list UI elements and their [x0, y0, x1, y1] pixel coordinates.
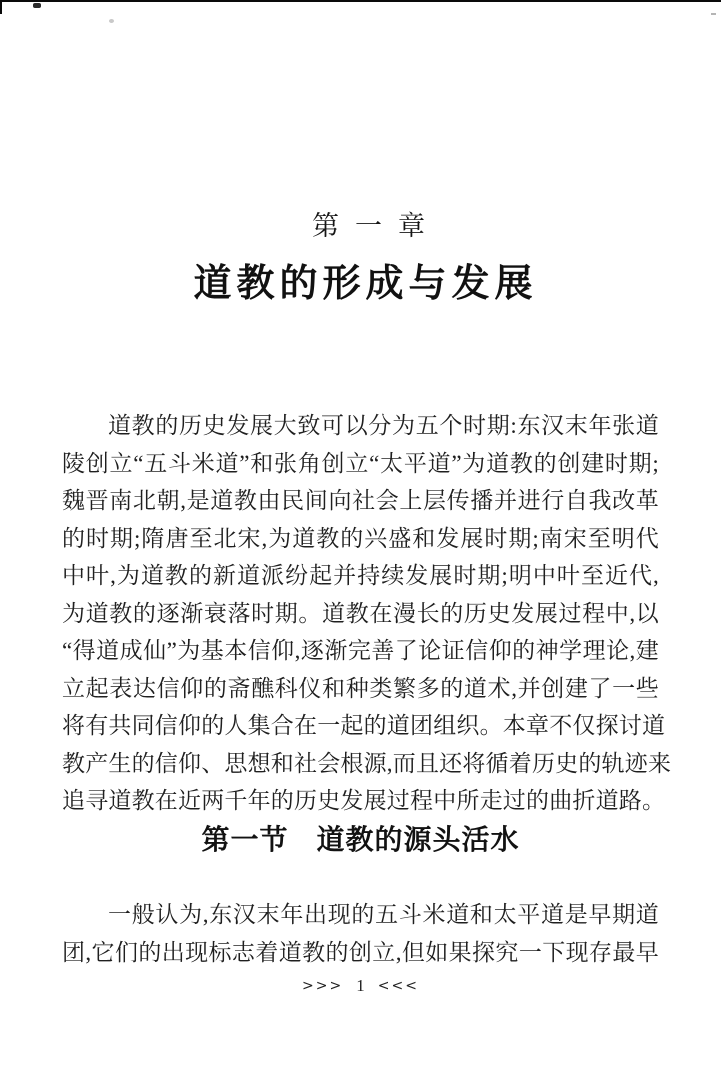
scan-speck-artifact — [109, 19, 114, 23]
section-number: 第一节 — [201, 824, 289, 855]
text-line: 教产生的信仰、思想和社会根源,而且还将循着历史的轨迹来 — [62, 750, 672, 776]
text-line: 中叶,为道教的新道派纷起并持续发展时期;明中叶至近代, — [62, 563, 659, 588]
text-line: 陵创立“五斗米道”和张角创立“太平道”为道教的创建时期; — [62, 450, 659, 476]
text-line: 立起表达信仰的斋醮科仪和种类繁多的道术,并创建了一些 — [62, 675, 659, 701]
text-line: 将有共同信仰的人集合在一起的道团组织。本章不仅探讨道 — [62, 713, 666, 738]
section-heading — [0, 822, 721, 858]
text-line: “得道成仙”为基本信仰,逐渐完善了论证信仰的神学理论,建 — [62, 638, 659, 663]
text-line: 的时期;隋唐至北宋,为道教的兴盛和发展时期;南宋至明代 — [62, 525, 659, 551]
body-paragraph-1 — [62, 407, 672, 820]
text-line: 追寻道教在近两千年的历史发展过程中所走过的曲折道路。 — [62, 788, 666, 813]
footer-left-marks: >>> — [302, 978, 344, 994]
footer-right-marks: <<< — [377, 978, 419, 994]
text-line: 团,它们的出现标志着道教的创立,但如果探究一下现存最早 — [62, 939, 659, 965]
chapter-title: 道教的形成与发展 — [193, 263, 538, 305]
page-footer — [0, 976, 721, 996]
page-number: 1 — [356, 976, 365, 995]
text-line: 为道教的逐渐衰落时期。道教在漫长的历史发展过程中,以 — [62, 600, 659, 626]
text-line: 一般认为,东汉末年出现的五斗米道和太平道是早期道 — [108, 902, 659, 927]
scan-top-edge-artifact — [0, 0, 721, 2]
section-title: 道教的源头活水 — [316, 824, 520, 855]
scan-corner-artifact — [0, 0, 2, 14]
text-line: 魏晋南北朝,是道教由民间向社会上层传播并进行自我改革 — [62, 488, 659, 513]
scan-speck-artifact — [33, 3, 41, 8]
chapter-number: 第一章 — [312, 211, 441, 241]
scan-speck-artifact — [711, 13, 716, 15]
body-paragraph-2 — [62, 896, 659, 971]
text-line: 道教的历史发展大致可以分为五个时期:东汉末年张道 — [108, 413, 659, 438]
